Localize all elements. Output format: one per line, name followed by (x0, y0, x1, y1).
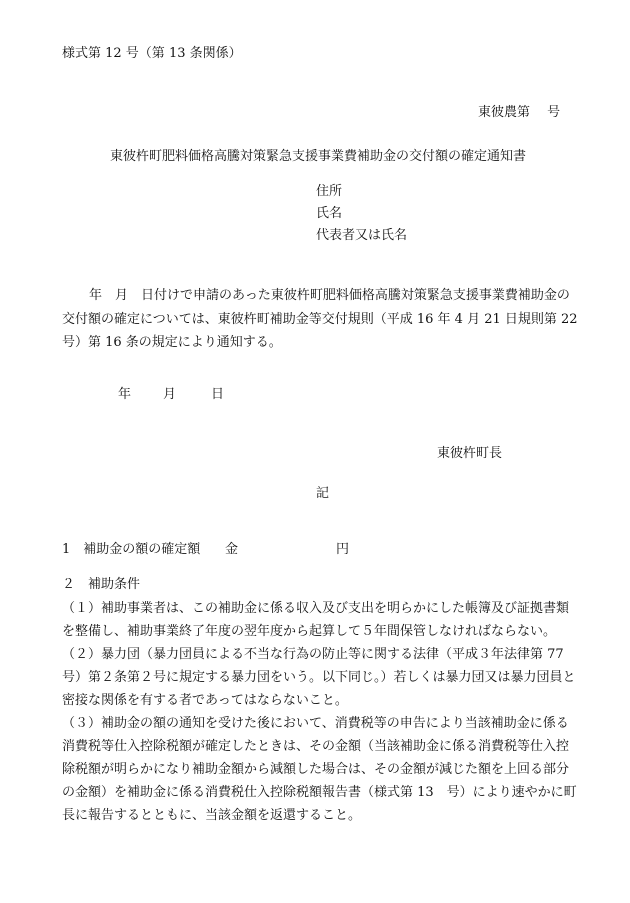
condition-line: 除税額が明らかになり補助金額から減額した場合は、その金額が減じた額を上回る部分 (62, 762, 570, 777)
condition-line: 消費税等仕入控除税額が確定したときは、その金額（当該補助金に係る消費税等仕入控 (62, 739, 570, 754)
document-number: 東彼農第 号 (478, 105, 561, 120)
conditions-list (62, 597, 592, 827)
address-label: 住所 (316, 184, 343, 199)
amount-suffix: 円 (336, 542, 350, 557)
item1-label: 1 補助金の額の確定額 (62, 542, 201, 557)
date-day: 日 (211, 387, 225, 402)
condition-line: 密接な関係を有する者であってはならないこと。 (62, 693, 348, 708)
issuer: 東彼杵町長 (437, 446, 503, 461)
body-paragraph (62, 284, 582, 355)
condition-line: （３）補助金の額の通知を受けた後において、消費税等の申告により当該補助金に係る (62, 716, 569, 731)
representative-label: 代表者又は氏名 (316, 228, 408, 243)
body-line: 年 月 日付けで申請のあった東彼杵町肥料価格高騰対策緊急支援事業費補助金の (76, 288, 570, 303)
body-line: 号）第 16 条の規定により通知する。 (62, 335, 282, 350)
condition-line: （１）補助事業者は、この補助金に係る収入及び支出を明らかにした帳簿及び証拠書類 (62, 601, 570, 616)
body-line: 交付額の確定については、東彼杵町補助金等交付規則（平成 16 年 4 月 21 日規則第 22 (62, 311, 578, 327)
condition-line: の金額）を補助金に係る消費税仕入控除税額報告書（様式第 13 号）により速やかに町 (62, 785, 577, 800)
ki-heading: 記 (316, 486, 330, 501)
conditions-heading: ２ 補助条件 (62, 577, 141, 592)
condition-line: 長に報告するとともに、当該金額を返還すること。 (62, 808, 362, 823)
condition-line: を整備し、補助事業終了年度の翌年度から起算して５年間保管しなければならない。 (62, 624, 557, 639)
date-month: 月 (163, 387, 177, 402)
name-label: 氏名 (316, 206, 343, 221)
date-year: 年 (118, 387, 132, 402)
condition-line: （２）暴力団（暴力団員による不当な行為の防止等に関する法律（平成３年法律第 77 (62, 647, 564, 662)
condition-line: 号）第２条第２号に規定する暴力団をいう。以下同じ。）若しくは暴力団又は暴力団員と (62, 670, 576, 685)
amount-prefix: 金 (225, 542, 239, 557)
form-number: 様式第 12 号（第 13 条関係） (62, 46, 242, 61)
document-title: 東彼杵町肥料価格高騰対策緊急支援事業費補助金の交付額の確定通知書 (110, 149, 527, 164)
